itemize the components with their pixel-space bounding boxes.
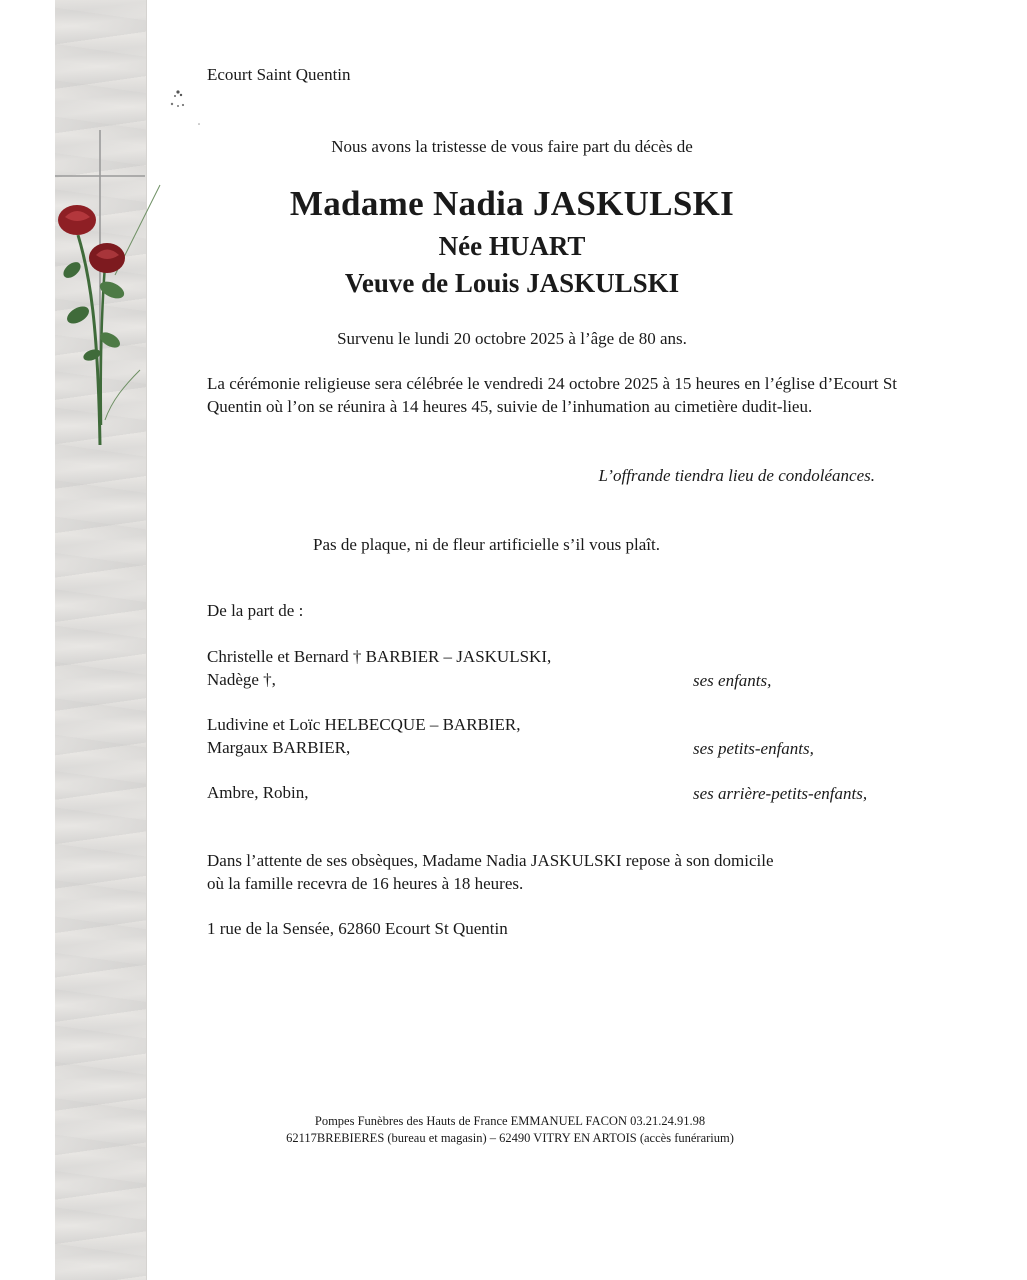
birth-name: Née HUART (438, 231, 586, 261)
widow-of: Veuve de Louis JASKULSKI (344, 268, 680, 298)
deceased-name: Madame Nadia JASKULSKI (289, 184, 735, 223)
funeral-home-line-1: Pompes Funèbres des Hauts de France EMMANUEL FACON 03.21.24.91.98 (314, 1114, 706, 1128)
intro-line: Nous avons la tristesse de vous faire part du décès de (331, 137, 693, 156)
from-label: De la part de : (207, 601, 304, 620)
family-relation: ses arrière-petits-enfants, (693, 784, 868, 803)
family-line: Ludivine et Loïc HELBECQUE – BARBIER, (207, 715, 521, 734)
family-line: Ambre, Robin, (207, 783, 309, 802)
rest-line-1: Dans l’attente de ses obsèques, Madame Nadia JASKULSKI repose à son domicile (207, 851, 774, 870)
family-line: Nadège †, (207, 670, 276, 689)
no-flowers-note: Pas de plaque, ni de fleur artificielle s’il vous plaît. (313, 535, 660, 554)
ceremony-paragraph: La cérémonie religieuse sera célébrée le vendredi 24 octobre 2025 à 15 heures en l’église d’Ecourt St Quentin où l’on se réunira à 14 heures 45, suivie de l’inhumation au cimetière dudit-lieu. (207, 374, 897, 416)
address: 1 rue de la Sensée, 62860 Ecourt St Quentin (207, 919, 508, 938)
place-heading: Ecourt Saint Quentin (207, 65, 351, 84)
family-line: Margaux BARBIER, (207, 738, 351, 757)
cross-and-roses-icon (50, 125, 170, 455)
family-line: Christelle et Bernard † BARBIER – JASKULSKI, (207, 647, 552, 666)
family-relation: ses petits-enfants, (693, 739, 814, 758)
death-line: Survenu le lundi 20 octobre 2025 à l’âge de 80 ans. (337, 329, 687, 348)
family-relation: ses enfants, (693, 671, 772, 690)
rest-line-2: où la famille recevra de 16 heures à 18 heures. (207, 874, 524, 893)
scan-specks-icon (163, 86, 203, 126)
offering-note: L’offrande tiendra lieu de condoléances. (598, 466, 875, 485)
funeral-home-line-2: 62117BREBIERES (bureau et magasin) – 62490 VITRY EN ARTOIS (accès funérarium) (286, 1131, 734, 1145)
